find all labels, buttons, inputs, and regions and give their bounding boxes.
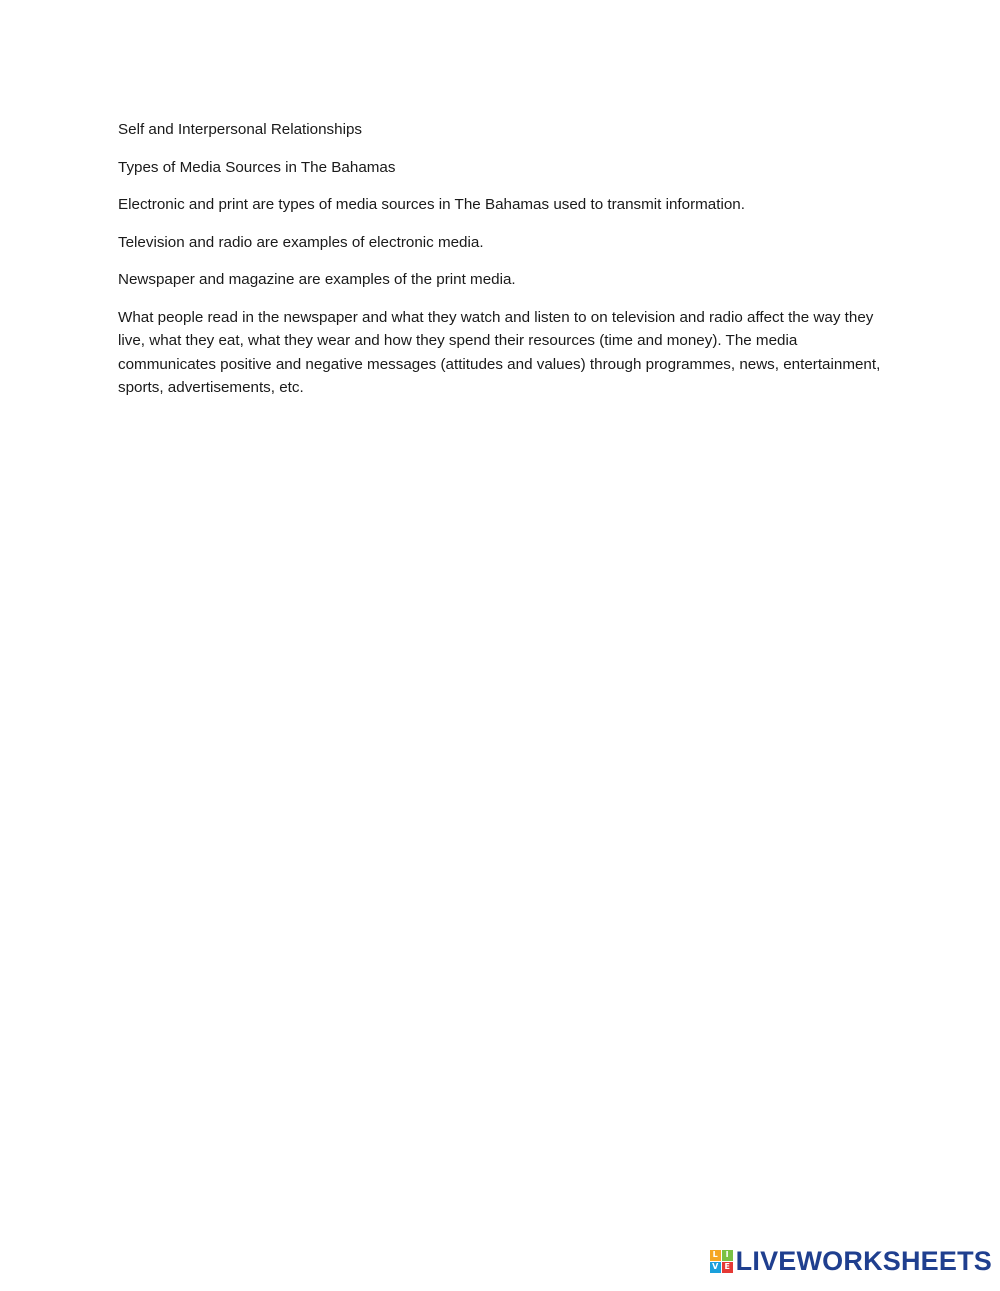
liveworksheets-logo-icon <box>710 1250 733 1273</box>
logo-letter-l: L <box>710 1250 721 1261</box>
document-title: Self and Interpersonal Relationships <box>118 121 362 138</box>
paragraph-media-types: Electronic and print are types of media sources in The Bahamas used to transmit information. <box>118 196 745 213</box>
paragraph-print-media: Newspaper and magazine are examples of the print media. <box>118 271 516 288</box>
logo-letter-i: I <box>722 1250 733 1261</box>
paragraph-electronic-media: Television and radio are examples of electronic media. <box>118 233 484 251</box>
liveworksheets-logo <box>710 1245 992 1277</box>
document-body <box>118 118 888 414</box>
logo-letter-e: E <box>722 1262 733 1273</box>
logo-wordmark: LIVEWORKSHEETS <box>735 1245 992 1276</box>
document-subtitle: Types of Media Sources in The Bahamas <box>118 158 396 176</box>
paragraph-media-influence: What people read in the newspaper and what they watch and listen to on television and radio affect the way they live, what they eat, what they wear and how they spend their resources (time and money). The media communicates positive and negative messages (attitudes and values) through programmes, news, entertainment, sports, advertisements, etc. <box>118 308 881 396</box>
logo-letter-v: V <box>710 1262 721 1273</box>
